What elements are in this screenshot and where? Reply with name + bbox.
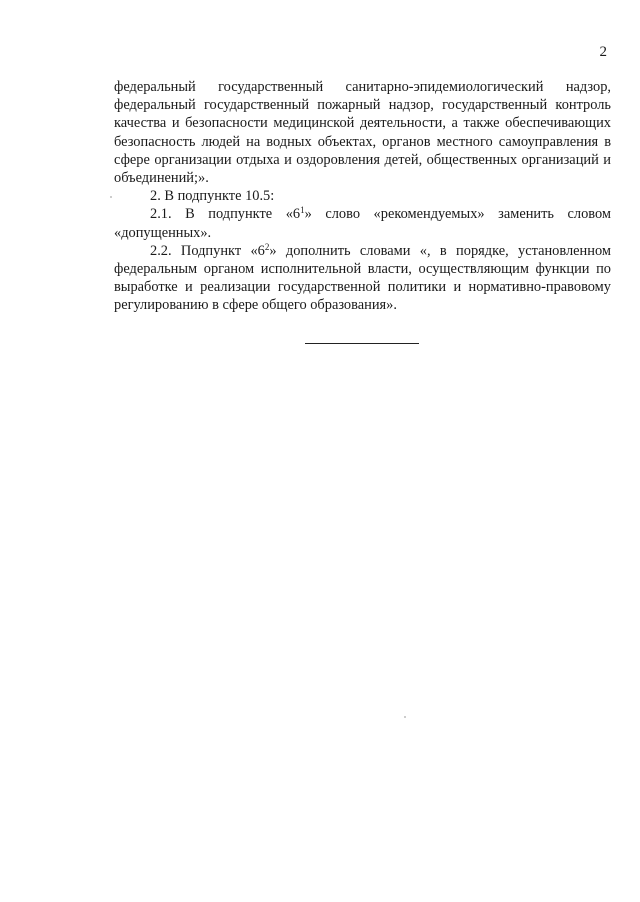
scan-speck — [404, 716, 406, 718]
end-of-document-rule — [305, 343, 419, 344]
paragraph-text-end: » слово «рекомендуемых» заменить словом «допущенных». — [114, 206, 611, 241]
superscript: 1 — [300, 205, 305, 216]
paragraph-item-2-2 — [114, 242, 611, 315]
paragraph-text-start: 2.1. В подпункте «6 — [150, 206, 301, 223]
superscript: 2 — [264, 241, 270, 252]
page-number: 2 — [599, 44, 607, 60]
paragraph-text-end: » дополнить словами «, в порядке, установленном федеральным органом исполнительной власти, осуществляющим функции по выработке и реализации государственной политики и нормативно-правовому регулированию в сфере общего образования». — [114, 242, 611, 314]
scan-speck — [110, 196, 112, 198]
document-body — [114, 78, 611, 315]
paragraph-continuation: федеральный государственный санитарно-эпидемиологический надзор, федеральный государственный пожарный надзор, государственный контроль качества и безопасности медицинской деятельности, а также обеспечивающих безопасность людей на водных объектах, органов местного самоуправления в сфере организации отдыха и оздоровления детей, общественных организаций и объединений;». — [114, 79, 611, 187]
paragraph-text-start: 2.2. Подпункт «6 — [150, 242, 265, 259]
paragraph-item-2-1 — [114, 205, 611, 241]
paragraph-item-2: 2. В подпункте 10.5: — [150, 188, 275, 205]
